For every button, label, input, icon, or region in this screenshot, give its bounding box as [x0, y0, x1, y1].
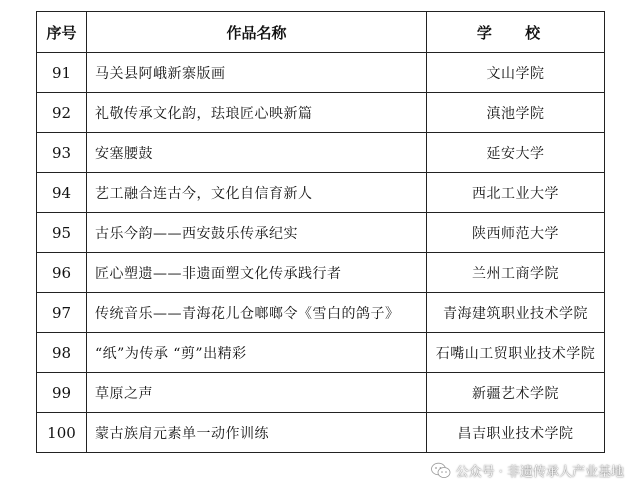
school-name: 石嘴山工贸职业技术学院 [427, 333, 605, 373]
work-title: 古乐今韵——西安鼓乐传承纪实 [87, 213, 427, 253]
table-row [37, 413, 605, 453]
row-number: 91 [37, 53, 87, 93]
table-row [37, 93, 605, 133]
table-row [37, 293, 605, 333]
table-row [37, 333, 605, 373]
row-number: 93 [37, 133, 87, 173]
watermark-text: 公众号 · 非遗传承人产业基地 [455, 465, 624, 480]
work-title: 艺工融合连古今，文化自信育新人 [87, 173, 427, 213]
table-row [37, 173, 605, 213]
school-name: 延安大学 [427, 133, 605, 173]
school-name: 陕西师范大学 [427, 213, 605, 253]
work-title: 匠心塑遗——非遗面塑文化传承践行者 [87, 253, 427, 293]
row-number: 99 [37, 373, 87, 413]
wechat-icon [431, 462, 451, 479]
school-name: 青海建筑职业技术学院 [427, 293, 605, 333]
header-title: 作品名称 [87, 12, 427, 53]
work-title: 草原之声 [87, 373, 427, 413]
row-number: 96 [37, 253, 87, 293]
table-row [37, 253, 605, 293]
work-title: 礼敬传承文化韵，珐琅匠心映新篇 [87, 93, 427, 133]
row-number: 97 [37, 293, 87, 333]
row-number: 95 [37, 213, 87, 253]
school-name: 滇池学院 [427, 93, 605, 133]
table-row [37, 373, 605, 413]
row-number: 94 [37, 173, 87, 213]
school-name: 兰州工商学院 [427, 253, 605, 293]
school-name: 新疆艺术学院 [427, 373, 605, 413]
work-title: 马关县阿峨新寨版画 [87, 53, 427, 93]
works-table [36, 11, 605, 453]
table-row [37, 213, 605, 253]
work-title: 蒙古族肩元素单一动作训练 [87, 413, 427, 453]
row-number: 100 [37, 413, 87, 453]
work-title: “纸”为传承 “剪”出精彩 [87, 333, 427, 373]
header-school: 学 校 [427, 12, 605, 53]
school-name: 西北工业大学 [427, 173, 605, 213]
school-name: 文山学院 [427, 53, 605, 93]
table-row [37, 133, 605, 173]
row-number: 92 [37, 93, 87, 133]
header-no: 序号 [37, 12, 87, 53]
work-title: 安塞腰鼓 [87, 133, 427, 173]
table-header-row [37, 12, 605, 53]
table-row [37, 53, 605, 93]
watermark [431, 461, 624, 480]
row-number: 98 [37, 333, 87, 373]
school-name: 昌吉职业技术学院 [427, 413, 605, 453]
work-title: 传统音乐——青海花儿仓啷啷令《雪白的鸽子》 [87, 293, 427, 333]
